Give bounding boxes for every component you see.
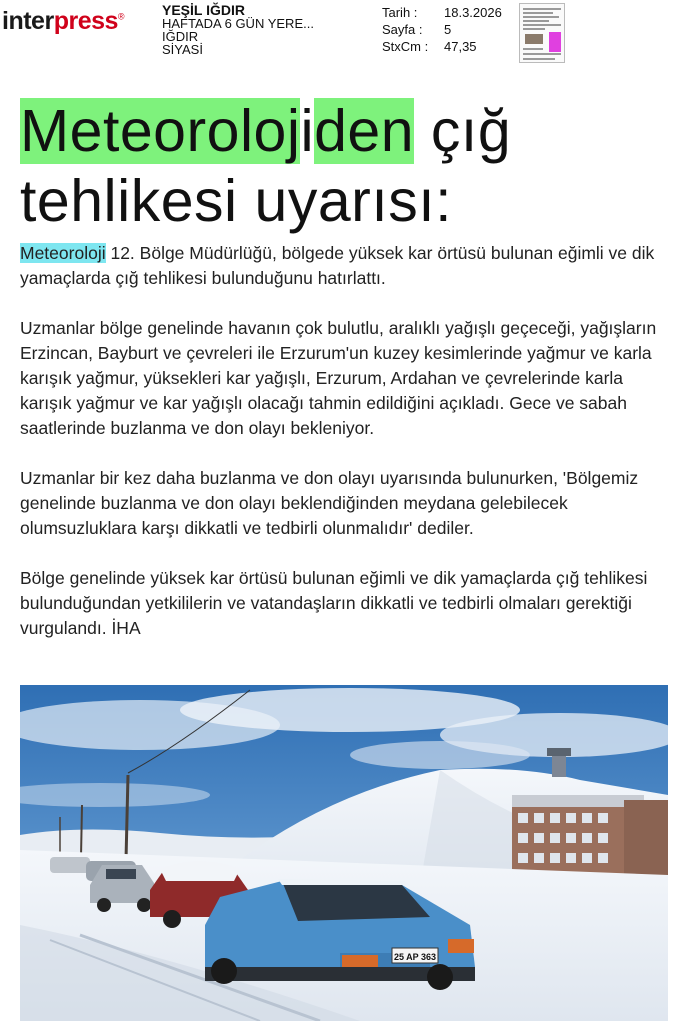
license-plate: 25 AP 363 [393,952,437,962]
page-value: 5 [444,22,452,37]
clipping-meta [162,4,314,56]
article-photo [20,685,668,1021]
article-headline: Meteorolojiden çığ tehlikesi uyarısı: [20,98,512,234]
page-thumbnail[interactable] [519,3,565,63]
interpress-logo: interpress® [2,7,125,35]
date-value: 18.3.2026 [444,5,502,20]
article-short-title: HAFTADA 6 GÜN YERE... [162,16,314,31]
article-body [20,241,670,666]
paragraph-1: Meteoroloji 12. Bölge Müdürlüğü, bölgede yüksek kar örtüsü bulunan eğimli ve dik yamaçlarda çığ tehlikesi bulunduğunu hatırlattı. [20,243,655,288]
city: IĞDIR [162,29,199,44]
stx-value: 47,35 [444,39,477,54]
paragraph-3: Uzmanlar bir kez daha buzlanma ve don olayı uyarısında bulunurken, 'Bölgemiz genelinde buzlanma ve don olayı beklendiğinden meydana gelebilecek olumsuzluklara karşı dikkatli ve tedbirli olunmalıdır' dediler. [20,468,639,538]
page-label: Sayfa : [382,22,423,37]
clipping-details [382,4,502,55]
stx-label: StxCm : [382,39,429,54]
paragraph-2: Uzmanlar bölge genelinde havanın çok bulutlu, aralıklı yağışlı geçeceği, yağışların Erzincan, Bayburt ve çevreleri ile Erzurum'un kuzey kesimlerinde yağmur ve karla karışık yağmur, yüksekleri kar yağışlı, Erzurum, Ardahan ve çevrelerinde karla karışık yağmur ve kar yağışlı olacağı tahmin edildiğini açıkladı. Gece ve sabah saatlerinde buzlanma ve don olayı bekleniyor. [20,318,657,438]
date-label: Tarih : [382,5,418,20]
category: SİYASİ [162,42,203,57]
paragraph-4: Bölge genelinde yüksek kar örtüsü bulunan eğimli ve dik yamaçlarda çığ tehlikesi bulunduğundan yetkililerin ve vatandaşların dikkatli ve tedbirli olmaları gerektiği vurgulandı. İHA [20,568,648,638]
publication-name: YEŞİL IĞDIR [162,2,245,18]
